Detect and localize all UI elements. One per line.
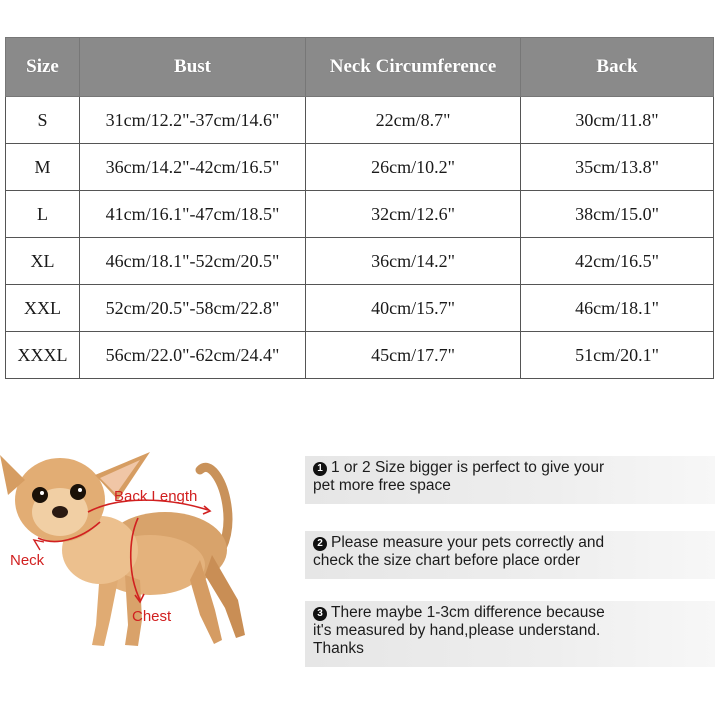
tip-number-icon: 2 — [313, 537, 327, 551]
tip-text: Please measure your pets correctly and — [331, 534, 605, 551]
tip-text: it's measured by hand,please understand. — [313, 622, 601, 639]
cell-back: 51cm/20.1" — [521, 332, 714, 379]
cell-size: XXL — [6, 285, 80, 332]
cell-bust: 46cm/18.1"-52cm/20.5" — [80, 238, 306, 285]
tip-text: Thanks — [313, 640, 364, 657]
cell-bust: 36cm/14.2"-42cm/16.5" — [80, 144, 306, 191]
cell-back: 42cm/16.5" — [521, 238, 714, 285]
table-header-row — [6, 38, 714, 97]
cell-bust: 56cm/22.0"-62cm/24.4" — [80, 332, 306, 379]
cell-neck: 36cm/14.2" — [306, 238, 521, 285]
tip-number-icon: 3 — [313, 607, 327, 621]
cell-back: 30cm/11.8" — [521, 97, 714, 144]
table-row — [6, 332, 714, 379]
tip-text: check the size chart before place order — [313, 552, 581, 569]
header-back: Back — [521, 38, 714, 97]
dog-measurement-illustration — [0, 440, 300, 720]
cell-size: XL — [6, 238, 80, 285]
back-length-label: Back Length — [114, 488, 198, 505]
table-row — [6, 144, 714, 191]
cell-back: 46cm/18.1" — [521, 285, 714, 332]
cell-bust: 31cm/12.2"-37cm/14.6" — [80, 97, 306, 144]
cell-size: L — [6, 191, 80, 238]
table-row — [6, 285, 714, 332]
cell-size: S — [6, 97, 80, 144]
tip-text: There maybe 1-3cm difference because — [331, 604, 605, 621]
cell-back: 38cm/15.0" — [521, 191, 714, 238]
cell-size: M — [6, 144, 80, 191]
cell-neck: 32cm/12.6" — [306, 191, 521, 238]
header-neck: Neck Circumference — [306, 38, 521, 97]
header-size: Size — [6, 38, 80, 97]
tip-2 — [305, 531, 715, 579]
cell-bust: 52cm/20.5"-58cm/22.8" — [80, 285, 306, 332]
cell-neck: 26cm/10.2" — [306, 144, 521, 191]
tip-text: 1 or 2 Size bigger is perfect to give your — [331, 459, 605, 476]
table-row — [6, 97, 714, 144]
size-chart-table — [5, 37, 714, 379]
cell-neck: 45cm/17.7" — [306, 332, 521, 379]
table-row — [6, 238, 714, 285]
neck-label: Neck — [10, 552, 45, 569]
header-bust: Bust — [80, 38, 306, 97]
table-row — [6, 191, 714, 238]
chest-label: Chest — [132, 608, 172, 625]
cell-neck: 22cm/8.7" — [306, 97, 521, 144]
dog-illustration — [0, 440, 300, 720]
tip-text: pet more free space — [313, 477, 451, 494]
cell-neck: 40cm/15.7" — [306, 285, 521, 332]
cell-bust: 41cm/16.1"-47cm/18.5" — [80, 191, 306, 238]
cell-size: XXXL — [6, 332, 80, 379]
tip-3 — [305, 601, 715, 667]
tip-1 — [305, 456, 715, 504]
cell-back: 35cm/13.8" — [521, 144, 714, 191]
tip-number-icon: 1 — [313, 462, 327, 476]
